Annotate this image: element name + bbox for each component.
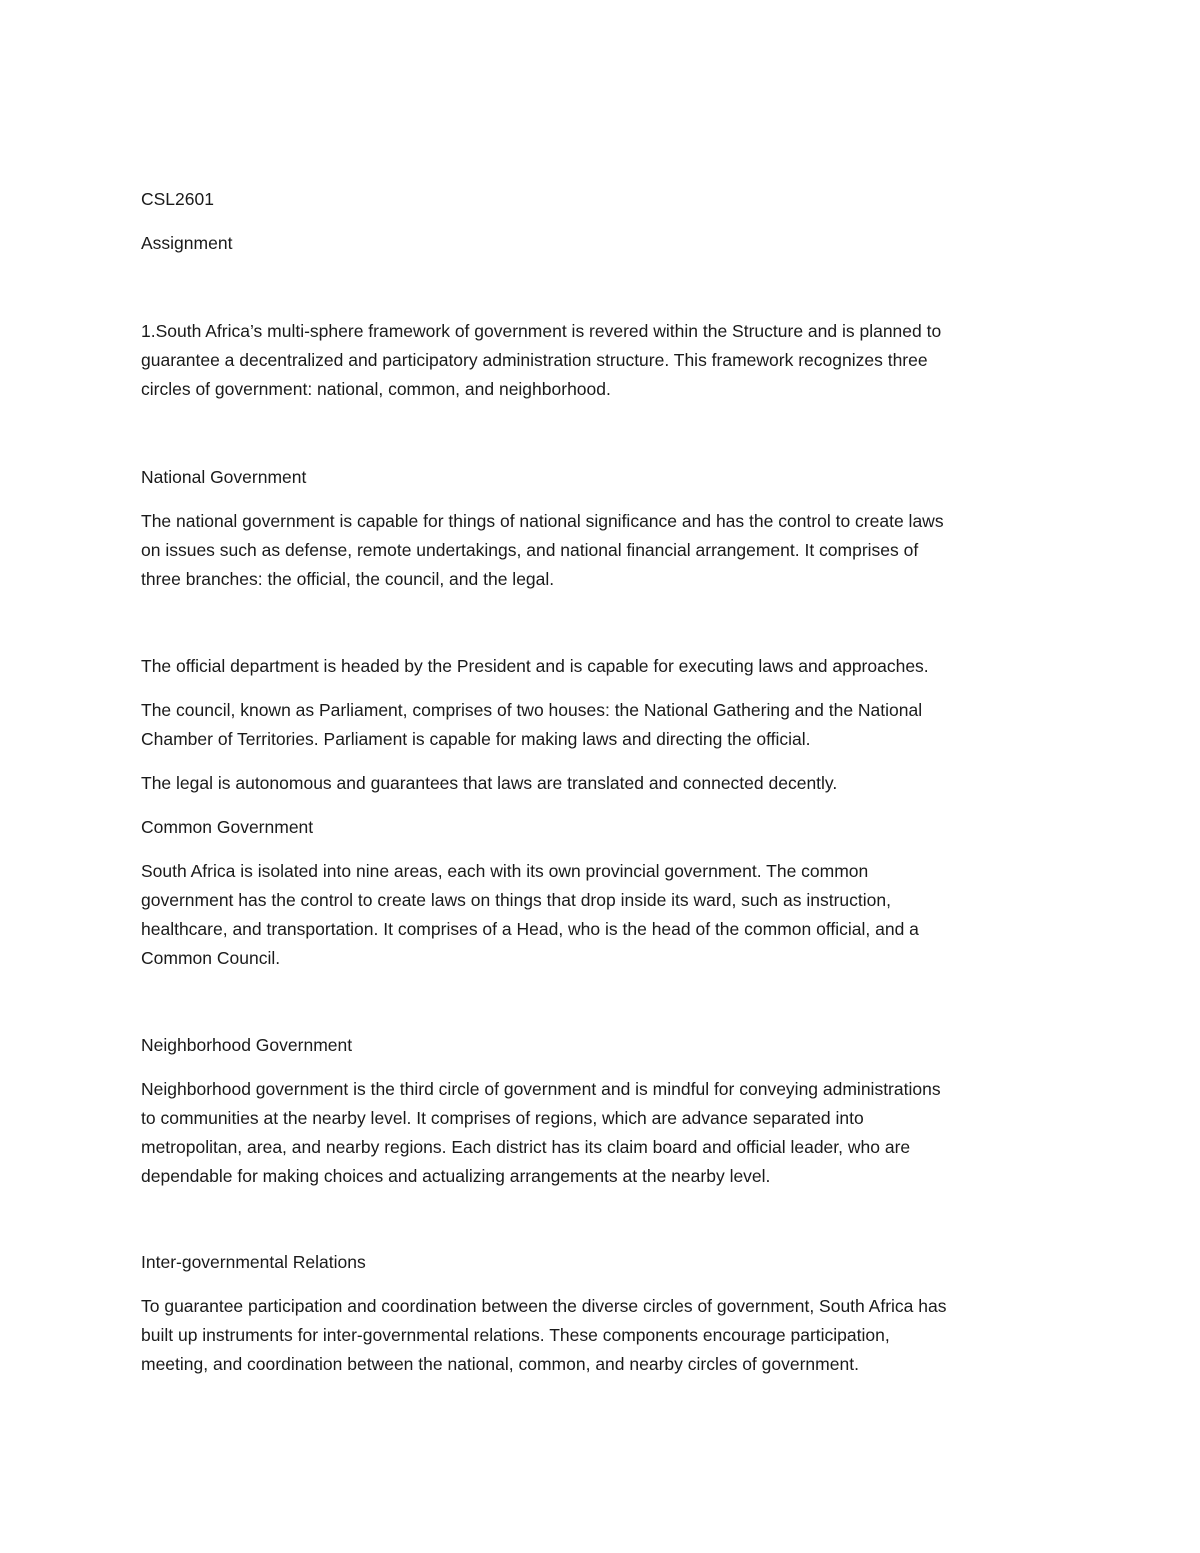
- national-paragraph-1: The national government is capable for things of national significance and has the control to create laws on issues such as defense, remote undertakings, and national financial arrangement. It comprises of three branches: the official, the council, and the legal.: [141, 511, 944, 589]
- igr-paragraph-1: To guarantee participation and coordination between the diverse circles of government, South Africa has built up instruments for inter-governmental relations. These components encourage participation, meeting, and coordination between the national, common, and nearby circles of government.: [141, 1296, 947, 1374]
- neighborhood-heading: Neighborhood Government: [141, 1035, 353, 1055]
- intro-paragraph: 1.South Africa’s multi-sphere framework of government is revered within the Structure and is planned to guarantee a decentralized and participatory administration structure. This framework recognizes three circles of government: national, common, and neighborhood.: [141, 321, 942, 399]
- common-heading: Common Government: [141, 817, 314, 837]
- national-heading: National Government: [141, 467, 307, 487]
- national-paragraph-4: The legal is autonomous and guarantees that laws are translated and connected decently.: [141, 773, 838, 793]
- common-paragraph-1: South Africa is isolated into nine areas, each with its own provincial government. The common government has the control to create laws on things that drop inside its ward, such as instruction, healthcare, and transportation. It comprises of a Head, who is the head of the common official, and a Common Council.: [141, 861, 919, 968]
- neighborhood-paragraph-1: Neighborhood government is the third circle of government and is mindful for conveying administrations to communities at the nearby level. It comprises of regions, which are advance separated into metropolitan, area, and nearby regions. Each district has its claim board and official leader, who are dependable for making choices and actualizing arrangements at the nearby level.: [141, 1079, 941, 1186]
- national-paragraph-3: The council, known as Parliament, comprises of two houses: the National Gathering and the National Chamber of Territories. Parliament is capable for making laws and directing the official.: [141, 700, 923, 749]
- igr-heading: Inter-governmental Relations: [141, 1252, 366, 1272]
- national-paragraph-2: The official department is headed by the President and is capable for executing laws and approaches.: [141, 656, 929, 676]
- document-type: Assignment: [141, 233, 233, 253]
- course-code: CSL2601: [141, 189, 214, 209]
